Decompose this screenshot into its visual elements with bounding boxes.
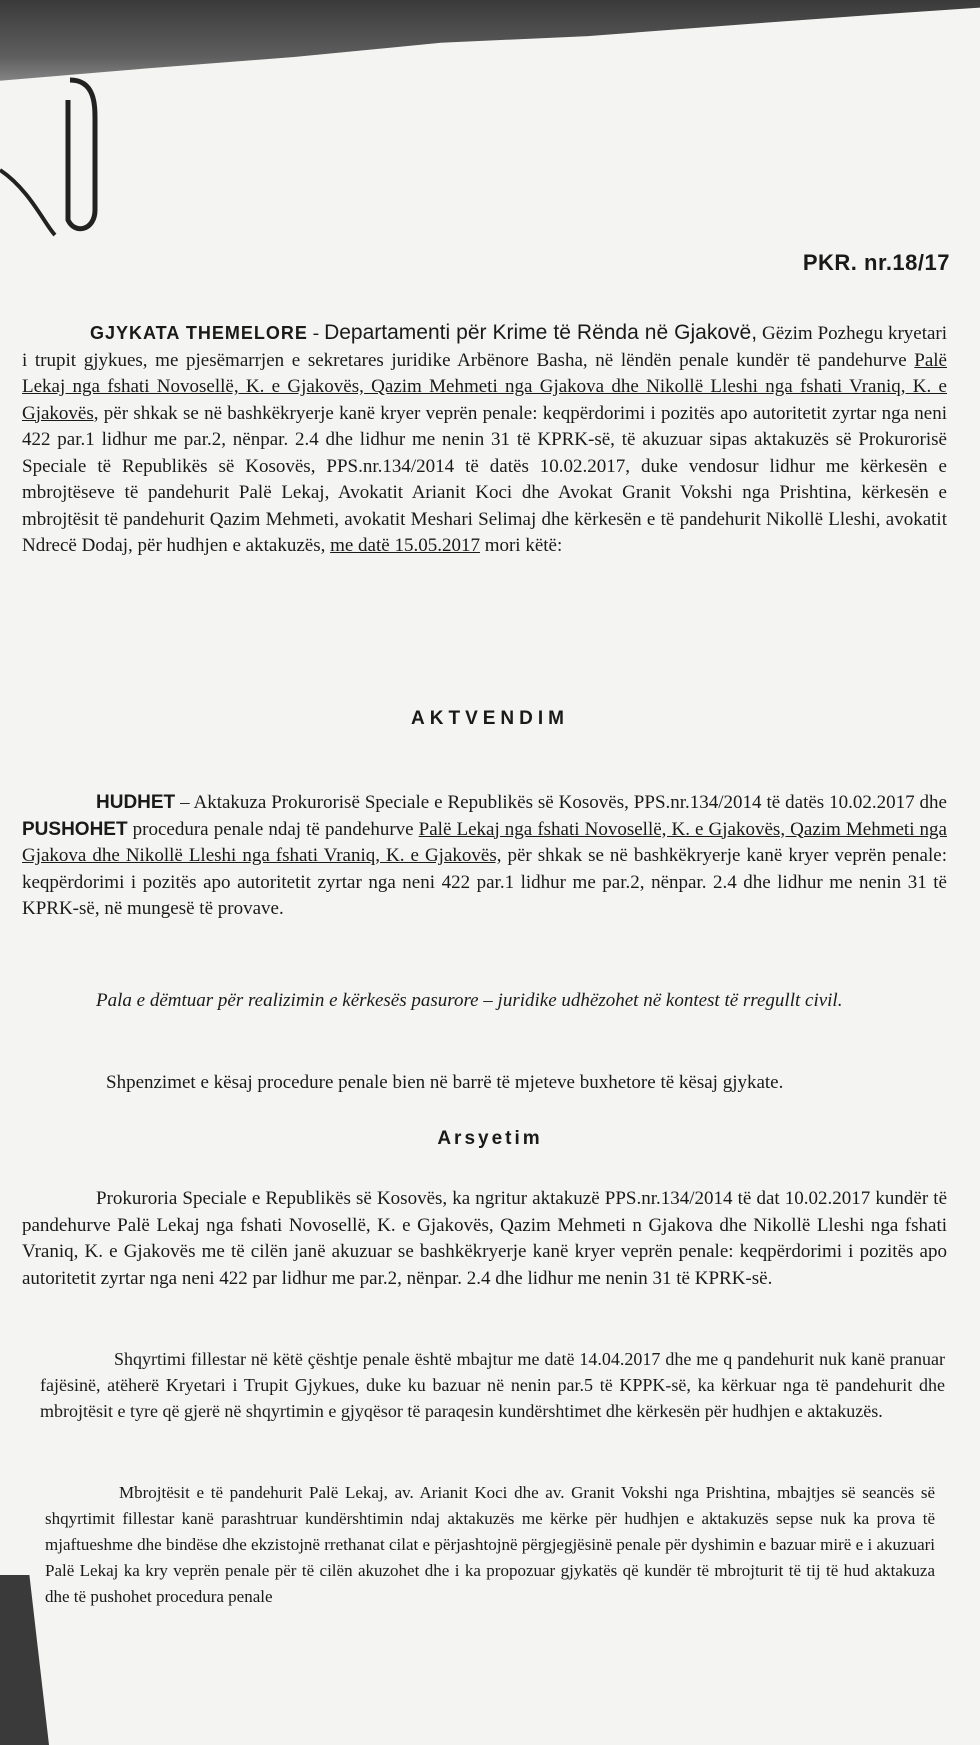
ruling-paragraph: HUDHET – Aktakuza Prokurorisë Speciale e Republikës së Kosovës, PPS.nr.134/2014 të datës 10.02.2017 dhe PUSHOHET procedura penale ndaj të pandehurve Palë Lekaj nga fshati Novosellë, K. e Gjakovës, Qazim Mehmeti nga Gjakova dhe Nikollë Lleshi nga fshati Vraniq, K. e Gjakovës, për shkak se në bashkëkryerje kanë kryer veprën penale: keqpërdorimi i pozitës apo autoritetit zyrtar nga neni 422 par.1 lidhur me par.2, nënpar. 2.4 dhe lidhur me nenin 31 të KPRK-së, në mungesë të provave. [22,792,947,919]
defendants-names-ruling: Palë Lekaj nga fshati Novosellë, K. e Gjakovës, Qazim Mehmeti nga Gjakova dhe Nikollë Lleshi nga fshati Vraniq, K. e Gjakovës, [22,818,947,866]
intro-paragraph: GJYKATA THEMELORE - Departamenti për Krime të Rënda në Gjakovë, Gëzim Pozhegu kryetari i trupit gjykues, me pjesëmarrjen e sekretares juridike Arbënore Basha, në lëndën penale kundër të pandehurve Palë Lekaj nga fshati Novosellë, K. e Gjakovës, Qazim Mehmeti nga Gjakova dhe Nikollë Lleshi nga fshati Vraniq, K. e Gjakovës, për shkak se në bashkëkryerje kanë kryer veprën penale: keqpërdorimi i pozitës apo autoritetit zyrtar nga neni 422 par.1 lidhur me par.2, nënpar. 2.4 dhe lidhur me nenin 31 të KPRK-së, të akuzuar sipas aktakuzës së Prokurorisë Speciale të Republikës së Kosovës, PPS.nr.134/2014 të datës 10.02.2017, duke vendosur lidhur me kërkesën e mbrojtëseve të pandehurit Palë Lekaj, Avokatit Arianit Koci dhe Avokat Granit Vokshi nga Prishtina, kërkesën e mbrojtësit të pandehurit Qazim Mehmeti, avokatit Meshari Selimaj dhe kërkesën e të pandehurit Nikollë Lleshi, avokatit Ndrecë Dodaj, për hudhjen e aktakuzës, me datë 15.05.2017 mori këtë: [22,321,948,556]
reasoning-paragraph-3: Mbrojtësit e të pandehurit Palë Lekaj, av. Arianit Koci dhe av. Granit Vokshi nga Prishtina, mbajtjes së seancës së shqyrtimit fillestar kanë parashtruar kundërshtimin ndaj aktakuzës me kërke për hudhjen e aktakuzës sepse nuk ka prova të mjaftueshme dhe bindëse dhe ekzistojnë rrethanat cilat e përjashtojnë përgjegjësinë penale për dyshimin e bazuar mirë e i akuzuari Palë Lekaj ka kry veprën penale për të cilën akuzohet dhe i ka propozuar gjykatës që kundër të mbrojturit të tij të hud aktakuza dhe të pushohet procedura penale [45,1483,935,1606]
case-number: PKR. nr.18/17 [802,250,950,275]
reasoning-paragraph-1: Prokuroria Speciale e Republikës së Kosovës, ka ngritur aktakuzë PPS.nr.134/2014 të dat 10.02.2017 kundër të pandehurve Palë Lekaj nga fshati Novosellë, K. e Gjakovës, Qazim Mehmeti n Gjakova dhe Nikollë Lleshi nga fshati Vraniq, K. e Gjakovës me të cilën janë akuzuar se bashkëkryerje kanë kryer veprën penale: keqpërdorimi i pozitës apo autoritetit zyrtar nga neni 422 par lidhur me par.2, nënpar. 2.4 dhe lidhur me nenin 31 të KPRK-së. [22,1188,947,1289]
defendants-names: Palë Lekaj nga fshati Novosellë, K. e Gjakovës, Qazim Mehmeti nga Gjakova dhe Nikollë Lleshi nga fshati Vraniq, K. e Gjakovës, [22,349,947,424]
reasoning-paragraph-2: Shqyrtimi fillestar në këtë çështje penale është mbajtur me datë 14.04.2017 dhe me q pandehurit nuk kanë pranuar fajësinë, atëherë Kryetari i Trupit Gjykues, duke ku bazuar në nenin par.5 të KPPK-së, ka kërkuar nga të pandehurit dhe mbrojtësit e tyre që gjerë në shqyrtimin e gjyqësor të paraqesin kundërshtimet dhe kërkesën për hudhjen e aktakuzës. [40,1349,945,1421]
paperclip-icon [0,60,120,240]
costs-paragraph: Shpenzimet e kësaj procedure penale bien në barrë të mjeteve buxhetore të kësaj gjykate. [106,1072,784,1093]
heading-aktvendim: AKTVENDIM [411,708,569,729]
decision-date: me datë 15.05.2017 [330,535,480,556]
damaged-party-paragraph: Pala e dëmtuar për realizimin e kërkesës pasurore – juridike udhëzohet në kontest të rregullt civil. [96,990,843,1011]
department-name: Departamenti për Krime të Rënda në Gjakovë, [324,321,758,344]
court-name: GJYKATA THEMELORE [90,323,308,343]
heading-arsyetim: Arsyetim [437,1128,543,1149]
scan-shadow-top [0,0,980,95]
